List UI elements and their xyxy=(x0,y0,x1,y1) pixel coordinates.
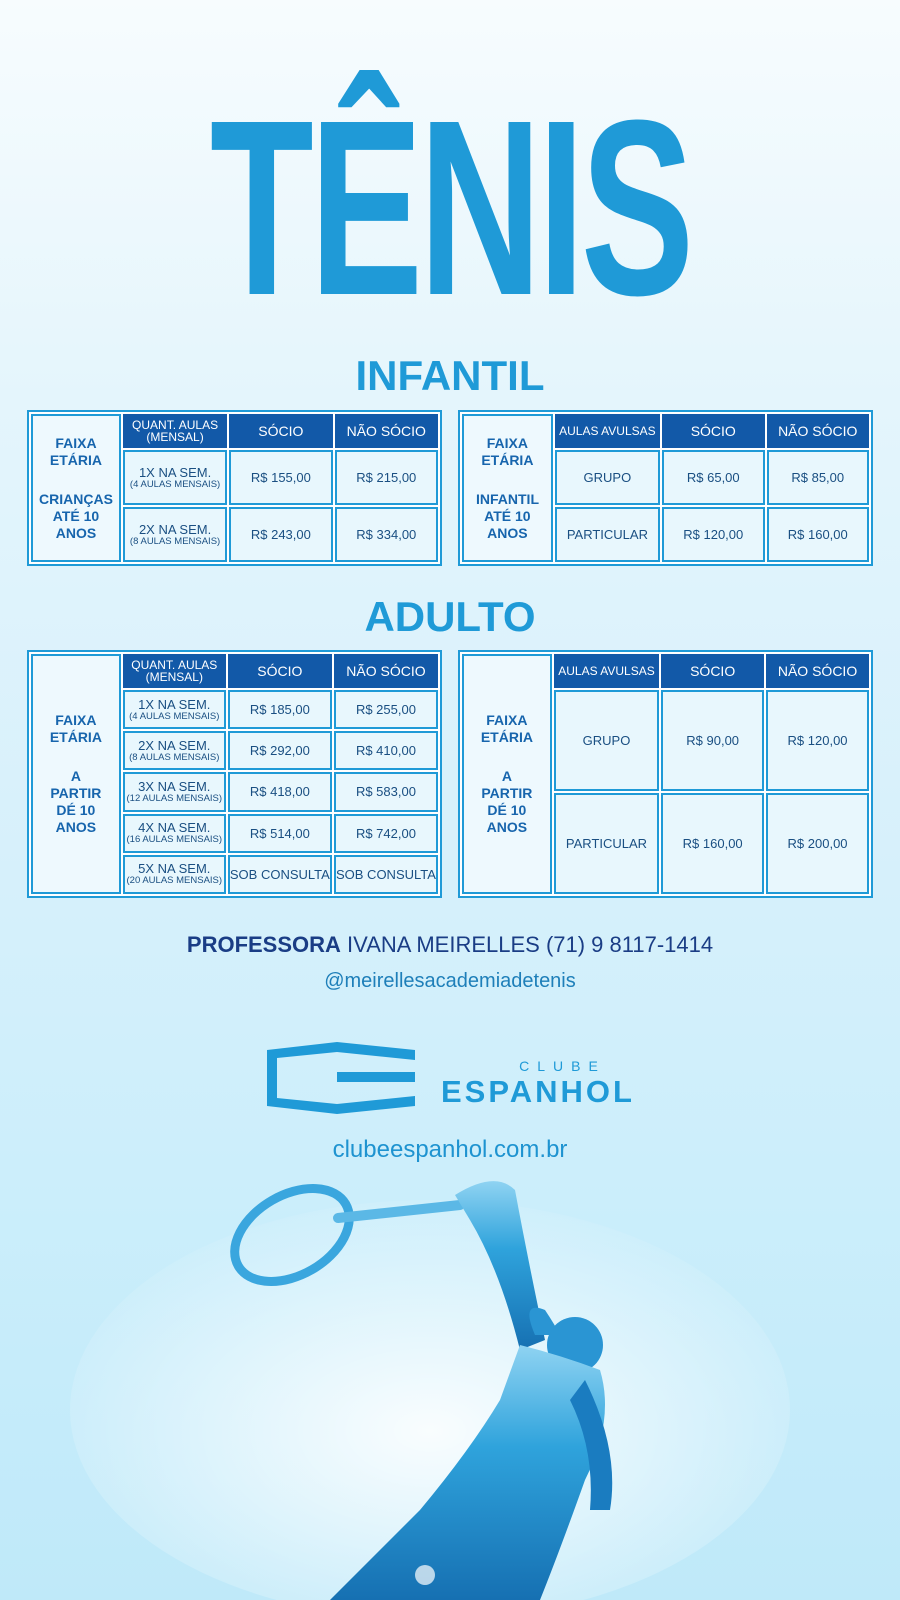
age-label: FAIXA ETÁRIA xyxy=(49,434,103,468)
price-socio: R$ 243,00 xyxy=(229,507,332,562)
freq-detail: (4 AULAS MENSAIS) xyxy=(129,710,220,722)
age-value: A PARTIR DÉ 10 ANOS xyxy=(50,768,102,835)
col-header-nao-socio: NÃO SÓCIO xyxy=(335,414,438,448)
website-link[interactable]: clubeespanhol.com.br xyxy=(332,1136,568,1163)
freq-cell xyxy=(123,507,227,562)
price-nao-socio: R$ 255,00 xyxy=(334,690,438,729)
price-nao-socio: R$ 583,00 xyxy=(334,772,438,811)
page-title: TÊNIS xyxy=(209,68,691,347)
freq-detail: (20 AULAS MENSAIS) xyxy=(126,875,223,887)
price-nao-socio: SOB CONSULTA xyxy=(334,855,438,894)
freq-cell xyxy=(123,772,226,811)
price-socio: R$ 155,00 xyxy=(229,450,332,505)
freq-label: 5X NA SEM. xyxy=(138,861,211,877)
lesson-type: PARTICULAR xyxy=(554,793,659,894)
col-header-nao-socio: NÃO SÓCIO xyxy=(766,654,869,688)
price-socio: R$ 185,00 xyxy=(228,690,332,729)
col-header-quant: QUANT. AULAS (MENSAL) xyxy=(123,654,226,688)
price-socio: R$ 514,00 xyxy=(228,814,332,853)
age-value: INFANTIL ATÉ 10 ANOS xyxy=(476,490,539,541)
freq-cell xyxy=(123,731,226,770)
price-nao-socio: R$ 334,00 xyxy=(335,507,438,562)
freq-label: 3X NA SEM. xyxy=(138,778,211,794)
age-cell xyxy=(462,654,552,894)
price-nao-socio: R$ 85,00 xyxy=(767,450,870,505)
price-socio: R$ 292,00 xyxy=(228,731,332,770)
age-cell xyxy=(31,414,121,562)
infantil-plans-table xyxy=(27,410,442,566)
infantil-avulsas-table xyxy=(458,410,873,566)
col-header-nao-socio: NÃO SÓCIO xyxy=(767,414,870,448)
age-label: FAIXA ETÁRIA xyxy=(49,712,102,745)
freq-cell xyxy=(123,450,227,505)
freq-cell xyxy=(123,855,226,894)
teacher-name-phone: IVANA MEIRELLES (71) 9 8117-1414 xyxy=(347,932,714,957)
age-cell xyxy=(462,414,553,562)
age-label: FAIXA ETÁRIA xyxy=(480,712,533,745)
logo-clube-text: CLUBE xyxy=(519,1058,606,1074)
price-nao-socio: R$ 160,00 xyxy=(767,507,870,562)
col-header-socio: SÓCIO xyxy=(661,654,764,688)
price-socio: SOB CONSULTA xyxy=(228,855,332,894)
col-header-aulas-avulsas: AULAS AVULSAS xyxy=(554,654,659,688)
col-header-aulas-avulsas: AULAS AVULSAS xyxy=(555,414,660,448)
adulto-avulsas-table xyxy=(458,650,873,898)
age-value: A PARTIR DÉ 10 ANOS xyxy=(481,768,533,835)
freq-detail: (12 AULAS MENSAIS) xyxy=(126,792,223,804)
teacher-contact xyxy=(0,931,900,959)
logo-espanhol-text: ESPANHOL xyxy=(441,1074,635,1109)
age-cell xyxy=(31,654,121,894)
instagram-handle[interactable]: @meirellesacademiadetenis xyxy=(324,970,576,992)
adulto-plans-table xyxy=(27,650,442,898)
tennis-player-silhouette-icon xyxy=(0,1150,900,1600)
price-nao-socio: R$ 120,00 xyxy=(766,690,869,791)
price-socio: R$ 65,00 xyxy=(662,450,764,505)
lesson-type: GRUPO xyxy=(554,690,659,791)
freq-detail: (8 AULAS MENSAIS) xyxy=(129,535,221,547)
price-nao-socio: R$ 742,00 xyxy=(334,814,438,853)
price-nao-socio: R$ 410,00 xyxy=(334,731,438,770)
teacher-role: PROFESSORA xyxy=(186,932,341,957)
col-header-quant: QUANT. AULAS (MENSAL) xyxy=(123,414,227,448)
price-socio: R$ 120,00 xyxy=(662,507,764,562)
col-header-nao-socio: NÃO SÓCIO xyxy=(334,654,438,688)
lesson-type: GRUPO xyxy=(555,450,660,505)
freq-detail: (16 AULAS MENSAIS) xyxy=(126,834,223,846)
freq-detail: (8 AULAS MENSAIS) xyxy=(129,751,220,763)
price-socio: R$ 160,00 xyxy=(661,793,764,894)
price-nao-socio: R$ 200,00 xyxy=(766,793,869,894)
price-socio: R$ 418,00 xyxy=(228,772,332,811)
col-header-socio: SÓCIO xyxy=(662,414,764,448)
freq-label: 1X NA SEM. xyxy=(138,464,212,480)
freq-cell xyxy=(123,690,226,729)
freq-label: 4X NA SEM. xyxy=(138,820,211,836)
freq-label: 2X NA SEM. xyxy=(138,737,211,753)
freq-cell xyxy=(123,814,226,853)
price-nao-socio: R$ 215,00 xyxy=(335,450,438,505)
price-socio: R$ 90,00 xyxy=(661,690,764,791)
lesson-type: PARTICULAR xyxy=(555,507,660,562)
age-value: CRIANÇAS ATÉ 10 ANOS xyxy=(39,490,113,541)
age-label: FAIXA ETÁRIA xyxy=(481,434,534,468)
freq-detail: (4 AULAS MENSAIS) xyxy=(129,478,221,490)
section-title-infantil: INFANTIL xyxy=(355,352,545,399)
freq-label: 2X NA SEM. xyxy=(138,521,212,537)
section-title-adulto: ADULTO xyxy=(364,593,536,640)
col-header-socio: SÓCIO xyxy=(229,414,332,448)
col-header-socio: SÓCIO xyxy=(228,654,332,688)
freq-label: 1X NA SEM. xyxy=(138,696,211,712)
